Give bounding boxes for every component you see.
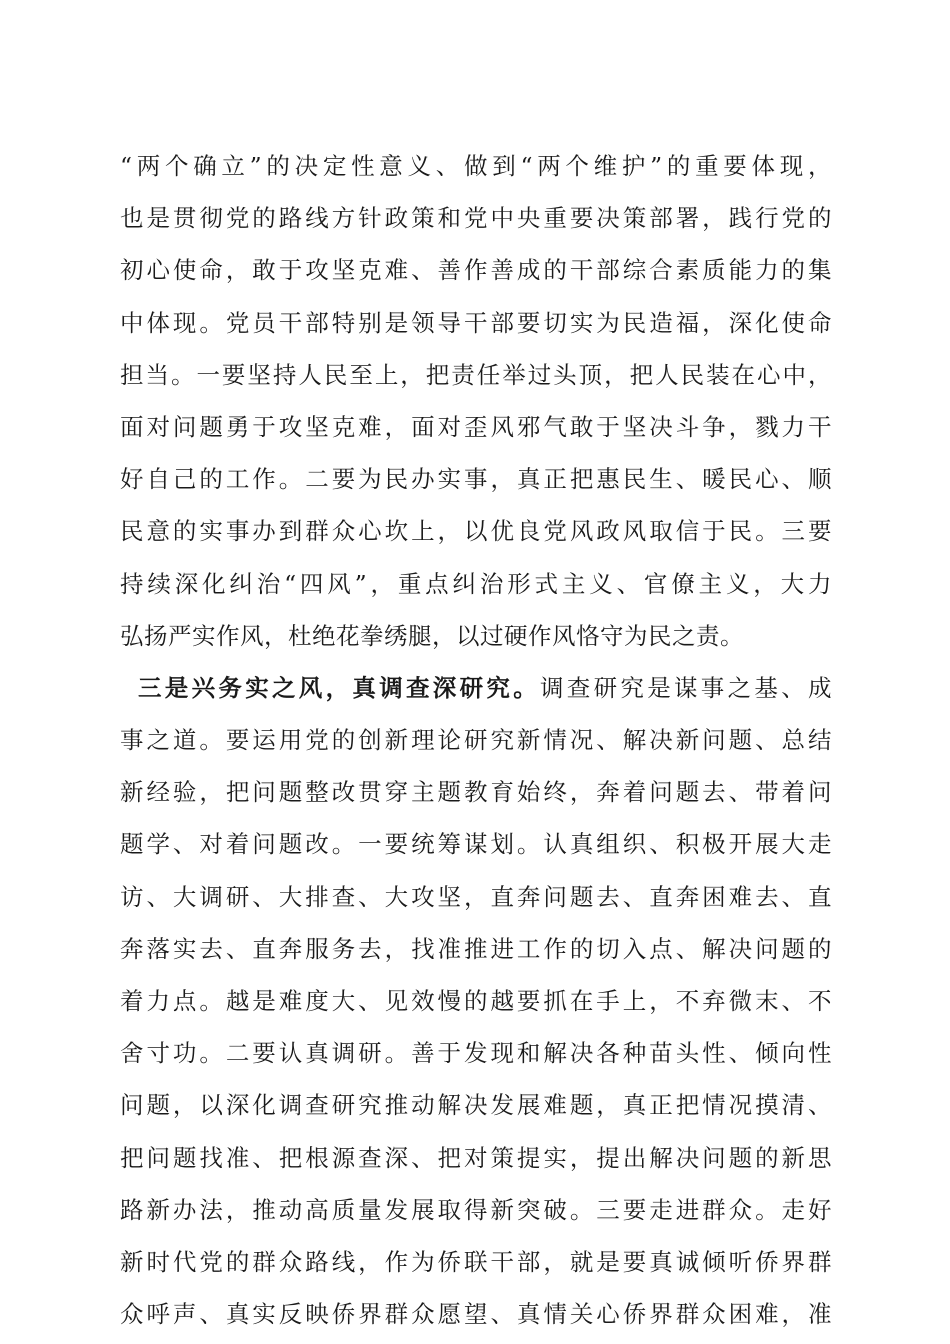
section-heading: 三是兴务实之风，真调查深研究。	[138, 673, 540, 702]
paragraph-line: 好自己的工作。二要为民办实事，真正把惠民生、暖民心、顺	[120, 465, 832, 494]
paragraph-line: 路新办法，推动高质量发展取得新突破。三要走进群众。走好	[120, 1195, 832, 1224]
document-body	[120, 140, 832, 1340]
paragraph-line: 弘扬严实作风，杜绝花拳绣腿，以过硬作风恪守为民之责。	[120, 621, 744, 650]
paragraph-2	[120, 662, 832, 1340]
paragraph-line: 民意的实事办到群众心坎上，以优良党风政风取信于民。三要	[120, 517, 832, 546]
paragraph-line: 着力点。越是难度大、见效慢的越要抓在手上，不弃微末、不	[120, 987, 832, 1015]
paragraph-line: 中体现。党员干部特别是领导干部要切实为民造福，深化使命	[120, 308, 832, 337]
paragraph-line: 也是贯彻党的路线方针政策和党中央重要决策部署，践行党的	[120, 204, 832, 233]
paragraph-line: 把问题找准、把根源查深、把对策提实，提出解决问题的新思	[120, 1143, 832, 1172]
paragraph-line: 持续深化纠治“四风”，重点纠治形式主义、官僚主义，大力	[120, 569, 832, 598]
paragraph-line: 访、大调研、大排查、大攻坚，直奔问题去、直奔困难去、直	[120, 882, 832, 911]
paragraph-line: 事之道。要运用党的创新理论研究新情况、解决新问题、总结	[120, 726, 832, 755]
paragraph-line-rest: 调查研究是谋事之基、成	[540, 673, 832, 702]
paragraph-line: 面对问题勇于攻坚克难，面对歪风邪气敢于坚决斗争，戮力干	[120, 412, 832, 441]
paragraph-line: 题学、对着问题改。一要统筹谋划。认真组织、积极开展大走	[120, 830, 832, 859]
paragraph-1	[120, 140, 832, 662]
paragraph-line: 众呼声、真实反映侨界群众愿望、真情关心侨界群众困难，准	[120, 1300, 832, 1329]
paragraph-line: “两个确立”的决定性意义、做到“两个维护”的重要体现，	[120, 152, 832, 180]
paragraph-line: 舍寸功。二要认真调研。善于发现和解决各种苗头性、倾向性	[120, 1039, 832, 1068]
paragraph-line: 担当。一要坚持人民至上，把责任举过头顶，把人民装在心中，	[120, 360, 832, 389]
paragraph-line: 新时代党的群众路线，作为侨联干部，就是要真诚倾听侨界群	[120, 1247, 832, 1276]
paragraph-line: 奔落实去、直奔服务去，找准推进工作的切入点、解决问题的	[120, 934, 832, 963]
paragraph-first-line	[120, 662, 832, 714]
paragraph-line: 初心使命，敢于攻坚克难、善作善成的干部综合素质能力的集	[120, 256, 832, 285]
paragraph-line: 新经验，把问题整改贯穿主题教育始终，奔着问题去、带着问	[120, 778, 832, 807]
paragraph-line: 问题，以深化调查研究推动解决发展难题，真正把情况摸清、	[120, 1091, 832, 1120]
